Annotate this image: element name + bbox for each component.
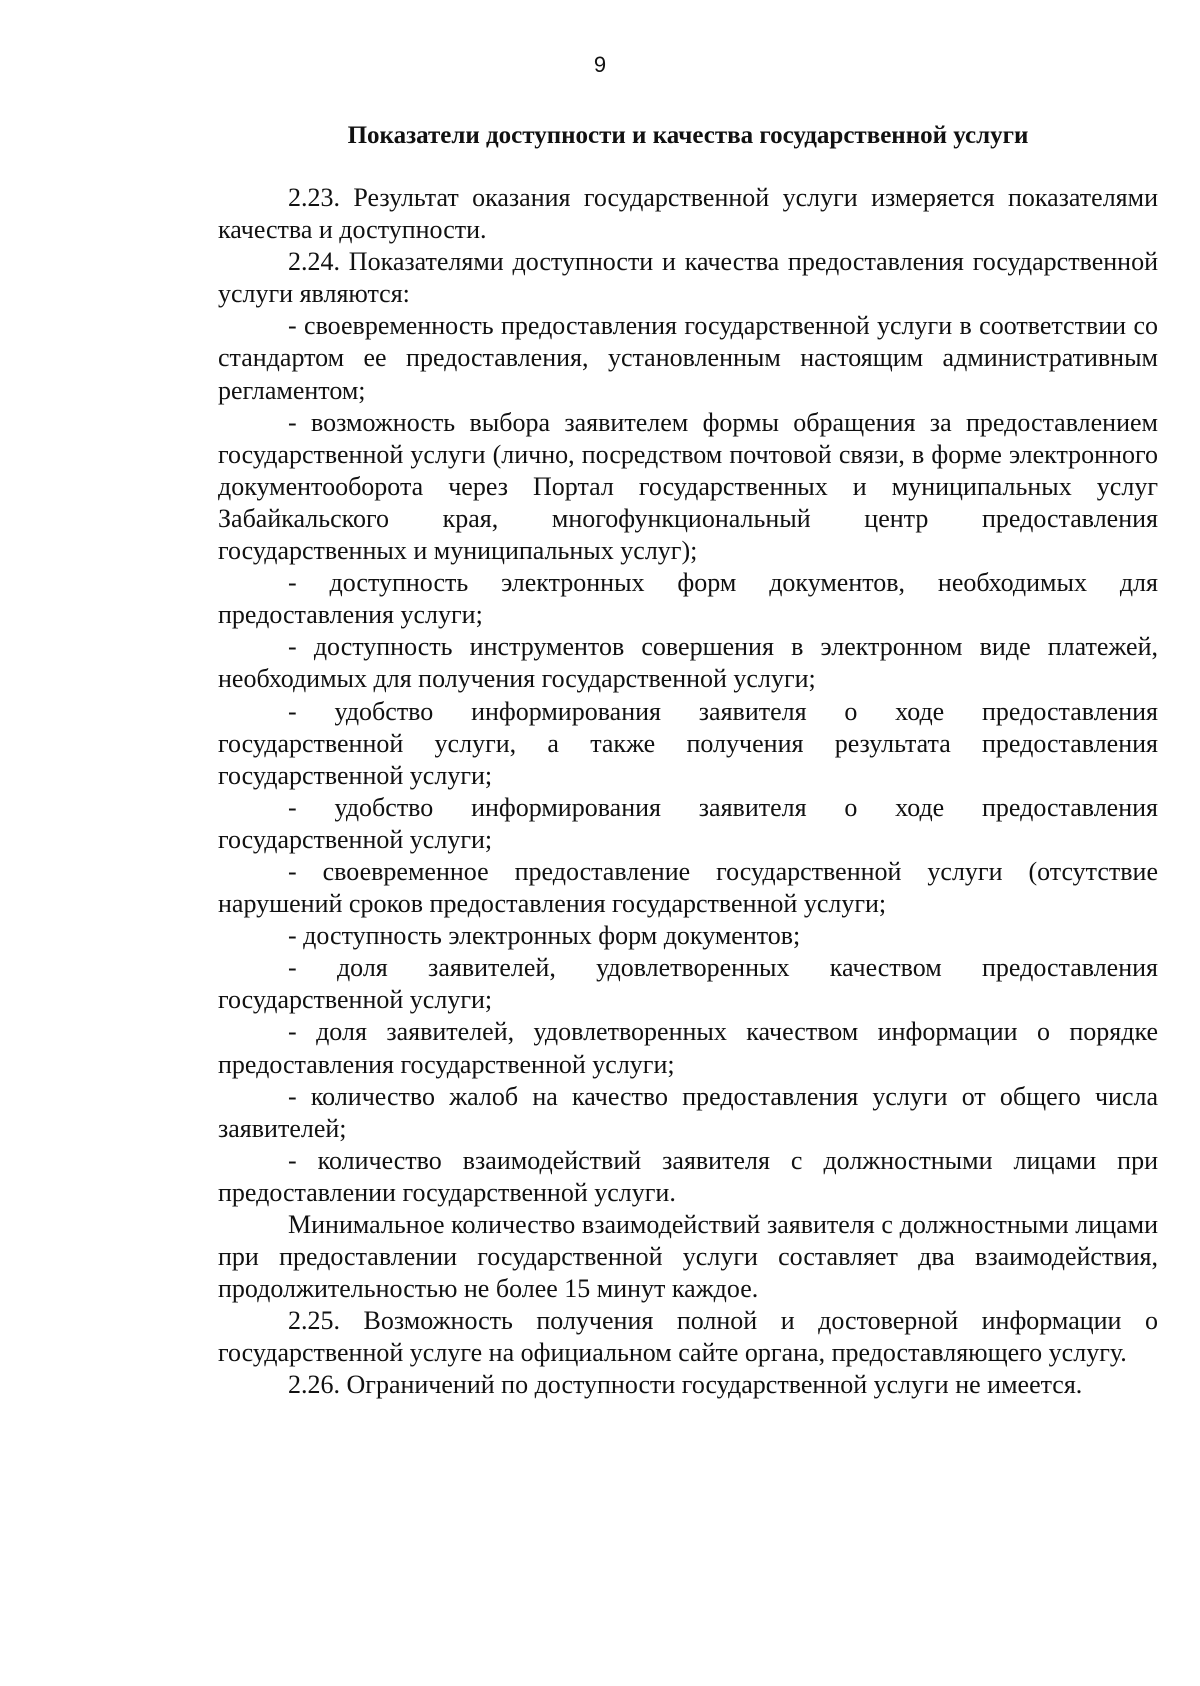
paragraph: 2.24. Показателями доступности и качества предоставления государственной услуги являются: bbox=[218, 247, 1158, 309]
paragraph: 2.23. Результат оказания государственной услуги измеряется показателями качества и доступности. bbox=[218, 183, 1158, 245]
list-item: - доступность инструментов совершения в электронном виде платежей, необходимых для получения государственной услуги; bbox=[218, 632, 1158, 694]
list-item: - количество взаимодействий заявителя с должностными лицами при предоставлении государственной услуги. bbox=[218, 1145, 1158, 1207]
list-item: - доля заявителей, удовлетворенных качеством предоставления государственной услуги; bbox=[218, 953, 1158, 1015]
list-item: - доступность электронных форм документов; bbox=[288, 921, 801, 951]
list-item: - доступность электронных форм документов, необходимых для предоставления услуги; bbox=[218, 568, 1158, 630]
paragraph: 2.25. Возможность получения полной и достоверной информации о государственной услуге на официальном сайте органа, предоставляющего услугу. bbox=[218, 1306, 1158, 1368]
page-number: 9 bbox=[593, 52, 607, 77]
list-item: - своевременное предоставление государственной услуги (отсутствие нарушений сроков предоставления государственной услуги; bbox=[218, 856, 1158, 919]
document-body bbox=[218, 182, 1158, 1402]
list-item: - своевременность предоставления государственной услуги в соответствии со стандартом ее предоставления, установленным настоящим административным регламентом; bbox=[218, 311, 1158, 405]
paragraph: 2.26. Ограничений по доступности государственной услуги не имеется. bbox=[288, 1370, 1083, 1400]
list-item: - возможность выбора заявителем формы обращения за предоставлением государственной услуги (лично, посредством почтовой связи, в форме электронного документооборота через Портал государственных и муниципальных услуг Забайкальского края, многофункциональный центр предоставления государственных и муниципальных услуг); bbox=[218, 407, 1158, 566]
list-item: - удобство информирования заявителя о ходе предоставления государственной услуги; bbox=[218, 792, 1158, 854]
paragraph: Минимальное количество взаимодействий заявителя с должностными лицами при предоставлении государственной услуги составляет два взаимодействия, продолжительностью не более 15 минут каждое. bbox=[218, 1210, 1158, 1304]
list-item: - количество жалоб на качество предоставления услуги от общего числа заявителей; bbox=[218, 1081, 1158, 1143]
list-item: - доля заявителей, удовлетворенных качеством информации о порядке предоставления государственной услуги; bbox=[218, 1017, 1158, 1079]
section-heading: Показатели доступности и качества государственной услуги bbox=[347, 122, 1029, 149]
list-item: - удобство информирования заявителя о ходе предоставления государственной услуги, а также получения результата предоставления государственной услуги; bbox=[218, 696, 1158, 790]
